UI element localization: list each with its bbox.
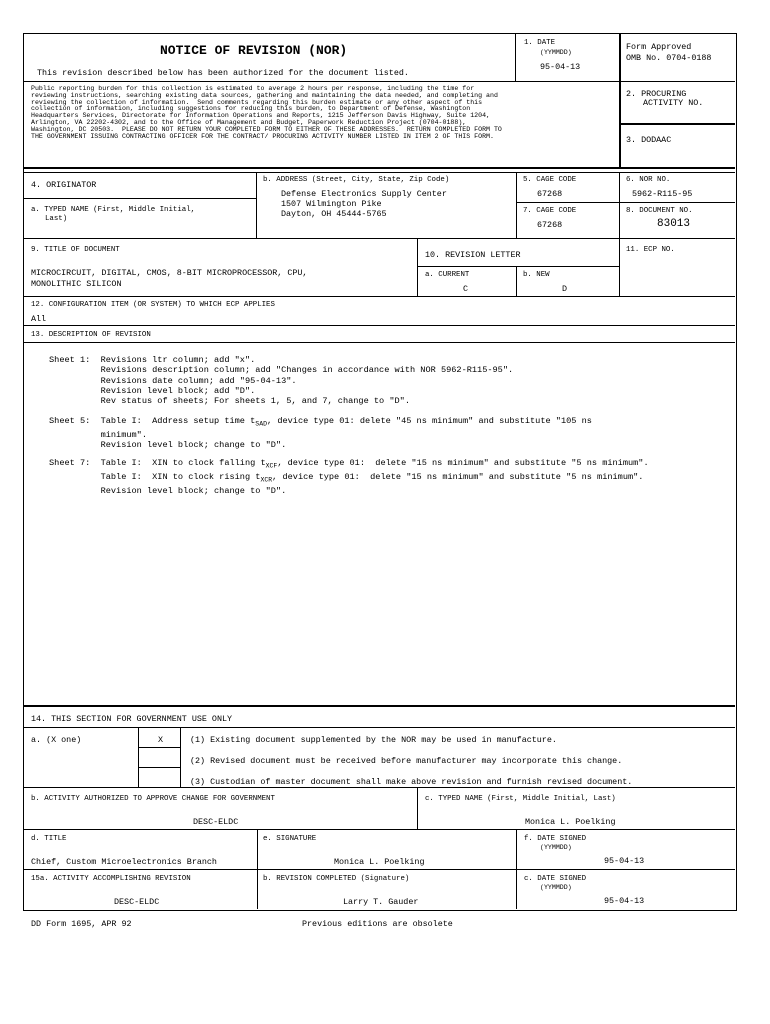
document-title-label: 9. TITLE OF DOCUMENT (31, 246, 120, 254)
revision-letter-label: 10. REVISION LETTER (425, 250, 521, 260)
procuring-activity-label: 2. PROCURING (626, 89, 687, 99)
burden-statement: Public reporting burden for this collection is estimated to average 2 hours per response, including the time for reviewing instructions, searching existing data sources, gathering and maintaining the data needed, and completing and reviewing the collection of information. Send comments regarding this burden estimate or any other aspect of this collection of information, including suggestions for reducing this burden, to Department of Defense, Washington Headquarters Services, Directorate for Information Operations and Reports, 1215 Jefferson Davis Highway, Suite 1204, Arlington, VA 22202-4302, and to the Office of Management and Budget, Paperwork Reduction Project (0704-0188), Washington, DC 20503. PLEASE DO NOT RETURN YOUR COMPLETED FORM TO EITHER OF THESE ADDRESSES. RETURN COMPLETED FORM TO THE GOVERNMENT ISSUING CONTRACTING OFFICER FOR THE CONTRACT/ PROCURING ACTIVITY NUMBER LISTED IN ITEM 2 OF THIS FORM. (31, 85, 502, 140)
cage-code-5-label: 5. CAGE CODE (523, 176, 577, 184)
date-signed-c-value: 95-04-13 (604, 896, 645, 906)
revision-completed-value: Larry T. Gauder (343, 897, 419, 907)
government-section-label: 14. THIS SECTION FOR GOVERNMENT USE ONLY (31, 714, 233, 724)
title-d-label: d. TITLE (31, 835, 67, 843)
date-signed-f-value: 95-04-13 (604, 856, 645, 866)
description-sheet-5: Sheet 5: Table I: Address setup time $t_{SAD}$, device type 01: delete "45 ns minimum" and substitute "105 ns minimum". Revision level block; change to "D". (49, 416, 592, 451)
document-title-line-1: MICROCIRCUIT, DIGITAL, CMOS, 8-BIT MICROPROCESSOR, CPU, (31, 268, 308, 278)
date-signed-f-format: (YYMMDD) (540, 844, 572, 851)
date-label: 1. DATE (524, 39, 556, 47)
accomplishing-activity-label: 15a. ACTIVITY ACCOMPLISHING REVISION (31, 875, 191, 883)
nor-number-value: 5962-R115-95 (632, 189, 693, 199)
accomplishing-activity-value: DESC-ELDC (114, 897, 160, 907)
cage-code-7-value: 67268 (537, 220, 563, 230)
address-line-2: 1507 Wilmington Pike (281, 199, 382, 209)
option-1-mark: X (158, 735, 164, 745)
approving-activity-value: DESC-ELDC (193, 817, 239, 827)
form-title: NOTICE OF REVISION (NOR) (160, 43, 348, 58)
dodaac-label: 3. DODAAC (626, 135, 672, 145)
revision-completed-label: b. REVISION COMPLETED (Signature) (263, 875, 410, 883)
description-label: 13. DESCRIPTION OF REVISION (31, 331, 151, 339)
previous-editions-note: Previous editions are obsolete (302, 919, 453, 929)
document-number-label: 8. DOCUMENT NO. (626, 207, 693, 215)
procuring-activity-label-2: ACTIVITY NO. (643, 98, 704, 108)
typed-name-c-label: c. TYPED NAME (First, Middle Initial, Last) (425, 795, 616, 803)
address-line-3: Dayton, OH 45444-5765 (281, 209, 387, 219)
new-revision-label: b. NEW (523, 271, 550, 279)
date-format: (YYMMDD) (540, 49, 572, 56)
ecp-number-label: 11. ECP NO. (626, 246, 675, 254)
signature-label: e. SIGNATURE (263, 835, 317, 843)
form-approved: Form Approved (626, 42, 692, 52)
current-revision-label: a. CURRENT (425, 271, 470, 279)
current-revision-value: C (463, 284, 469, 294)
option-3-text: (3) Custodian of master document shall make above revision and furnish revised document. (190, 777, 633, 787)
authorization-statement: This revision described below has been authorized for the document listed. (37, 68, 409, 78)
configuration-item-value: All (31, 314, 47, 324)
description-sheet-1: Sheet 1: Revisions ltr column; add "x". Revisions description column; add "Changes in accordance with NOR 5962-R115-95". Revisions date column; add "95-04-13". Revision level block; add "D". Rev status of sheets; For sheets 1, 5, and 7, change to "D". (49, 355, 514, 407)
signature-value: Monica L. Poelking (334, 857, 425, 867)
configuration-item-label: 12. CONFIGURATION ITEM (OR SYSTEM) TO WHICH ECP APPLIES (31, 301, 275, 309)
option-1-text: (1) Existing document supplemented by the NOR may be used in manufacture. (190, 735, 557, 745)
new-revision-value: D (562, 284, 568, 294)
typed-name-label: a. TYPED NAME (First, Middle Initial, (31, 206, 196, 214)
originator-label: 4. ORIGINATOR (31, 180, 97, 190)
approving-activity-label: b. ACTIVITY AUTHORIZED TO APPROVE CHANGE FOR GOVERNMENT (31, 795, 275, 803)
option-2-text: (2) Revised document must be received before manufacturer may incorporate this change. (190, 756, 623, 766)
description-sheet-7: Sheet 7: Table I: XIN to clock falling $t_{XCF}$, device type 01: delete "15 ns minimum" and substitute "5 ns minimum". Table I: XIN to clock rising $t_{XCR}$, device type 01: delete "15 ns minimum" and substitute "5 ns minimum". Revision level block; change to "D". (49, 458, 649, 497)
cage-code-7-label: 7. CAGE CODE (523, 207, 577, 215)
address-label: b. ADDRESS (Street, City, State, Zip Code) (263, 176, 450, 184)
document-number-value: 83013 (657, 218, 691, 230)
form-number: DD Form 1695, APR 92 (31, 919, 132, 929)
title-d-value: Chief, Custom Microelectronics Branch (31, 857, 217, 867)
omb-number: OMB No. 0704-0188 (626, 53, 712, 63)
x-one-label: a. (X one) (31, 735, 82, 745)
cage-code-5-value: 67268 (537, 189, 563, 199)
address-line-1: Defense Electronics Supply Center (281, 189, 447, 199)
typed-name-label-2: Last) (45, 215, 68, 223)
document-title-line-2: MONOLITHIC SILICON (31, 279, 122, 289)
typed-name-c-value: Monica L. Poelking (525, 817, 616, 827)
date-signed-c-format: (YYMMDD) (540, 884, 572, 891)
date-signed-c-label: c. DATE SIGNED (524, 875, 587, 883)
date-value: 95-04-13 (540, 62, 581, 72)
date-signed-f-label: f. DATE SIGNED (524, 835, 587, 843)
nor-number-label: 6. NOR NO. (626, 176, 671, 184)
